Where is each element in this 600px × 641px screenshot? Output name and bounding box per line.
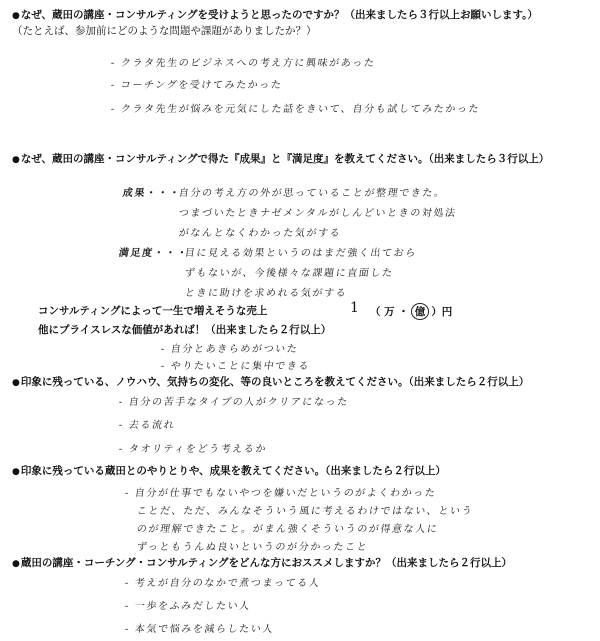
answer-1-1: - クラタ先生のビジネスへの考え方に興味があった [110,58,377,69]
sales-close: ）円 [431,306,453,318]
bullet-icon: ● [12,378,20,388]
answer-6-1: - 考えが自分のなかで煮つまってる人 [124,578,322,589]
priceless-question: 他にプライスレスな価値があれば！（出来ましたら２行以上） [38,324,332,336]
question-4-text: 印象に残っている、ノウハウ、気持ちの変化、等の良いところを教えてください。（出来ましたら２行以上） [20,376,530,388]
result-line-1: 自分の考え方の外が思っていることが整理できた。 [178,188,447,199]
answer-5-1: - 自分が仕事でもないやつを嫌いだというのがよくわかった [124,488,438,499]
result-line-2: つまづいたときナゼメンタルがしんどいときの対処法 [178,208,458,219]
answer-5-2: ことだ、ただ、みんなそういう風に考えるわけではない、という [136,506,474,517]
question-1-text: なぜ、蔵田の講座・コンサルティングを受けようと思ったのですか？（出来ましたら３行以上お願いします。） [20,9,538,21]
bullet-icon: ● [12,467,20,477]
bullet-icon: ● [12,155,20,165]
answer-4-2: - 去る流れ [118,420,176,431]
question-1-sub: （たとえば、参加前にどのような問題や課題がありましたか？） [12,25,317,37]
question-2 [12,152,592,168]
sales-man: （ 万 ・ [370,306,409,318]
question-6-text: 蔵田の講座・コーチング・コンサルティングをどんな方におススメしますか？（出来ましたら２行以上） [20,557,513,569]
question-4 [12,375,592,391]
bullet-icon: ● [12,559,20,569]
result-label: 成果・・・ [122,188,182,199]
question-5 [12,464,592,480]
answer-5-3: のが理解できたこと。がまん強くそういうのが得意な人に [136,524,440,535]
priceless-answer-2: - やりたいことに集中できる [160,361,311,372]
answer-6-3: - 本気で悩みを減らしたい人 [124,624,275,635]
answer-6-2: - 一歩をふみだしたい人 [124,601,252,612]
question-5-text: 印象に残っている蔵田とのやりとりや、成果を教えてください。（出来ましたら２行以上） [20,465,446,477]
satisfaction-line-3: ときに助けを求めれる気がする [184,288,348,299]
question-1 [12,8,592,24]
bullet-icon: ● [12,11,20,21]
satisfaction-line-1: 目に見える効果というのはまだ強く出ておら [184,248,418,259]
result-line-3: がなんとなくわかった気がする [178,228,342,239]
answer-4-3: - タオリティをどう考えるか [118,444,268,455]
satisfaction-label: 満足度・・・ [118,248,190,259]
sales-number: 1 [350,300,359,316]
answer-5-4: ずっともうんぬ良いというのが分かったこと [136,542,369,553]
question-2-text: なぜ、蔵田の講座・コンサルティングで得た『成果』と『満足度』を教えてください。（出来ましたら３行以上） [20,153,550,165]
question-6 [12,556,592,572]
answer-1-2: - コーチングを受けてみたかった [110,80,284,91]
sales-label: コンサルティングによって一生で増えそうな売上 [38,305,268,317]
sales-unit [370,303,452,320]
priceless-answer-1: - 自分とあきらめがついた [160,344,300,355]
answer-1-3: - クラタ先生が悩みを元気にした話をきいて、自分も試してみたかった [110,104,481,115]
satisfaction-line-2: ずもないが、今後様々な課題に直面した [184,268,395,279]
answer-4-1: - 自分の苦手なタイプの人がクリアになった [118,397,350,408]
sales-oku-circled: 億 [411,303,430,320]
